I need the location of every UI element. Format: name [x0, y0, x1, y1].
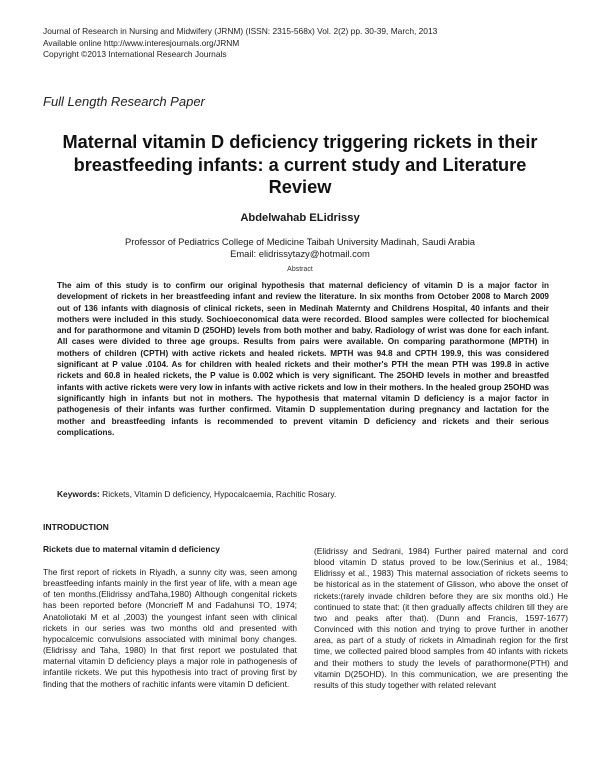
keywords: [57, 489, 549, 500]
author-email: Email: elidrissytazy@hotmail.com: [230, 247, 370, 259]
author-affiliation: Professor of Pediatrics College of Medicine Taibah University Madinah, Saudi Arabia: [124, 236, 475, 247]
journal-url-line: Available online http://www.interesjournals.org/JRNM: [43, 37, 240, 48]
journal-header: [43, 26, 437, 61]
subsection-heading: Rickets due to maternal vitamin d deficiency: [43, 544, 220, 554]
keywords-label: Keywords:: [57, 489, 100, 499]
paper-title: Maternal vitamin D deficiency triggering rickets in their breastfeeding infants: a current study and Literature Review: [62, 132, 538, 197]
copyright-line: Copyright ©2013 International Research Journals: [43, 49, 227, 59]
paper-type: Full Length Research Paper: [43, 94, 205, 109]
author-name: Abdelwahab ELidrissy: [240, 212, 360, 224]
author-affiliation-block: [0, 236, 600, 259]
abstract-heading: Abstract: [287, 266, 313, 273]
body-column-left: The first report of rickets in Riyadh, a sunny city was, seen among breastfeeding infants mainly in the first year of life, with a mean age of ten months.(Elidrissy andTaha,1980) Although congenital rickets has been reported before (Moncrieff M and Fadahunsi TO, 1974; Anatoliotaki M et al ,2003) the youngest infant seen with clinical rickets in our series was two months old and presented with hypocalcemic convulsions associated with minimal bony changes. (Elidrissy and Taha, 1980) In that first report we postulated that maternal vitamin D deficiency plays a major role in pathogenesis of infantile rickets. We put this hypothesis into tract of proving first by finding that the mothers of rachitic infants were vitamin D deficient.: [43, 567, 297, 689]
keywords-text: Rickets, Vitamin D deficiency, Hypocalcaemia, Rachitic Rosary.: [102, 489, 337, 499]
abstract-text: The aim of this study is to confirm our original hypothesis that maternal deficiency of vitamin D is a major factor in development of rickets in her breastfeeding infant and review the literature. In six months from October 2008 to March 2009 out of 136 infants with diagnosis of clinical rickets, seen in Medinah Maternty and Childrens Hospital, 40 infants and their mothers were included in this study. Sochioeconomical data were recorded. Blood samples were collected for biochemical and for parathormone and vitamin D (25OHD) levels from both mother and baby. Radiology of wrist was done for each infant. All cases were divided to three age groups. Results from pairs were available. On comparing parathormone (MPTH) in mothers of children (CPTH) with active rickets and healed rickets. MPTH was 94.8 and CPTH 199.9, this was considered significant at P value .0104. As for children with healed rickets and their mother's PTH the mean PTH was 199.8 in active rickets and 60.8 in healed rickets, the P value is 0.002 which is very significant. The 25OHD levels in mother and breastfed infants with active rickets were very low in infants with active rickets and low in their mothers. In the healed group 25OHD was significantly high in infants but not in mothers. The hypothesis that maternal vitamin D deficiency is a major factor in pathogenesis of their infants was further confirmed. Vitamin D supplementation during pregnancy and lactation for the mother and breastfeeding infants is recommended to prevent vitamin D deficiency and rickets and their serious complications.: [57, 281, 549, 437]
body-column-right: (Elidrissy and Sedrani, 1984) Further paired maternal and cord blood vitamin D status proved to be low.(Serinius et al., 1984; Elidrissy et al., 1983) This maternal association of rickets seems to be historical as in the statement of Glisson, who above the onset of rickets:(rarely invade children before they are six months old.) He continued to state that: (it then gradually affects children till they are two and peaks after that). (Dunn and Francis, 1597-1677) Convinced with this notion and trying to prove further in another area, as part of a study of rickets in Almadinah region for the first time, we collected paired blood samples from 40 infants with rickets and their mothers to study the levels of parathormone(PTH) and vitamin D(25OHD). In this communication, we are presenting the results of this study together with related relevant: [314, 546, 568, 690]
section-heading-introduction: INTRODUCTION: [43, 522, 109, 532]
journal-citation: Journal of Research in Nursing and Midwifery (JRNM) (ISSN: 2315-568x) Vol. 2(2) pp. 30-39, March, 2013: [43, 26, 438, 36]
